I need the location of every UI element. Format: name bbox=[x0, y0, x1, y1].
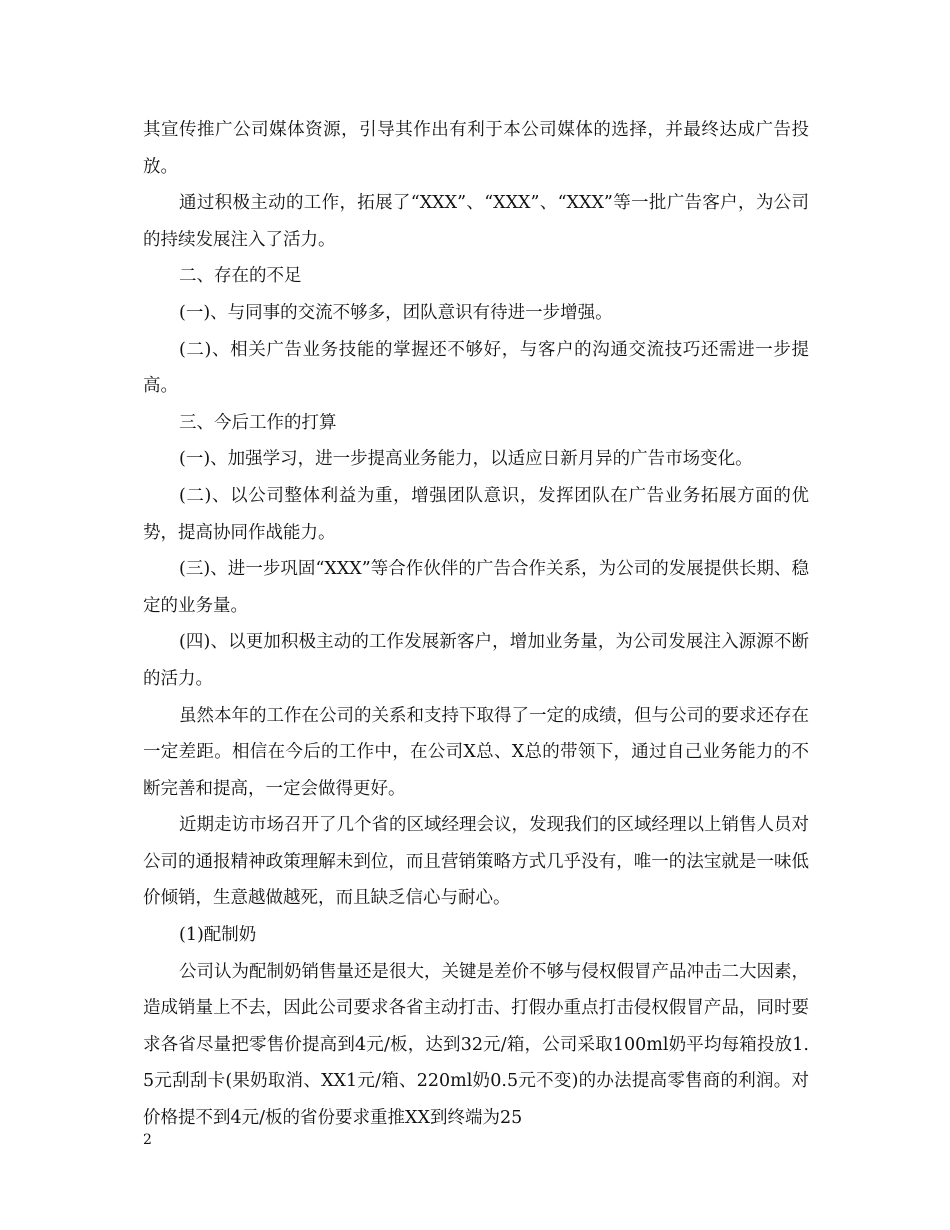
list-item: (二)、以公司整体利益为重，增强团队意识，发挥团队在广告业务拓展方面的优势，提高协同作战能力。 bbox=[143, 485, 809, 543]
list-item: (一)、与同事的交流不够多，团队意识有待进一步增强。 bbox=[179, 302, 613, 323]
page-number: 2 bbox=[143, 1132, 152, 1148]
list-item: (四)、以更加积极主动的工作发展新客户，增加业务量，为公司发展注入源源不断的活力。 bbox=[143, 632, 809, 689]
section-heading: 二、存在的不足 bbox=[179, 266, 302, 287]
paragraph: 公司认为配制奶销售量还是很大，关键是差价不够与侵权假冒产品冲击二大因素，造成销量上不去，因此公司要求各省主动打击、打假办重点打击侵权假冒产品，同时要求各省尽量把零售价提高到4元/板，达到32元/箱，公司采取100ml奶平均每箱投放1.5元刮刮卡(果奶取消、XX1元/箱、220ml奶0.5元不变)的办法提高零售商的利润。对价格提不到4元/板的省份要求重推XX到终端为25 bbox=[143, 961, 809, 1129]
paragraph: 通过积极主动的工作，拓展了“XXX”、“XXX”、“XXX”等一批广告客户，为公司的持续发展注入了活力。 bbox=[143, 193, 809, 250]
subsection-heading: (1)配制奶 bbox=[179, 925, 257, 946]
list-item: (三)、进一步巩固“XXX”等合作伙伴的广告合作关系，为公司的发展提供长期、稳定的业务量。 bbox=[143, 559, 809, 616]
list-item: (一)、加强学习，进一步提高业务能力，以适应日新月异的广告市场变化。 bbox=[179, 449, 753, 470]
paragraph: 近期走访市场召开了几个省的区域经理会议，发现我们的区域经理以上销售人员对公司的通报精神政策理解未到位，而且营销策略方式几乎没有，唯一的法宝就是一味低价倾销，生意越做越死，而且缺乏信心与耐心。 bbox=[143, 815, 809, 909]
paragraph: 其宣传推广公司媒体资源，引导其作出有利于本公司媒体的选择，并最终达成广告投放。 bbox=[143, 120, 809, 177]
document-body bbox=[143, 112, 809, 1137]
section-heading: 三、今后工作的打算 bbox=[179, 412, 337, 433]
paragraph: 虽然本年的工作在公司的关系和支持下取得了一定的成绩，但与公司的要求还存在一定差距。相信在今后的工作中，在公司X总、X总的带领下，通过自己业务能力的不断完善和提高，一定会做得更好。 bbox=[143, 705, 809, 799]
list-item: (二)、相关广告业务技能的掌握还不够好，与客户的沟通交流技巧还需进一步提高。 bbox=[143, 339, 809, 397]
